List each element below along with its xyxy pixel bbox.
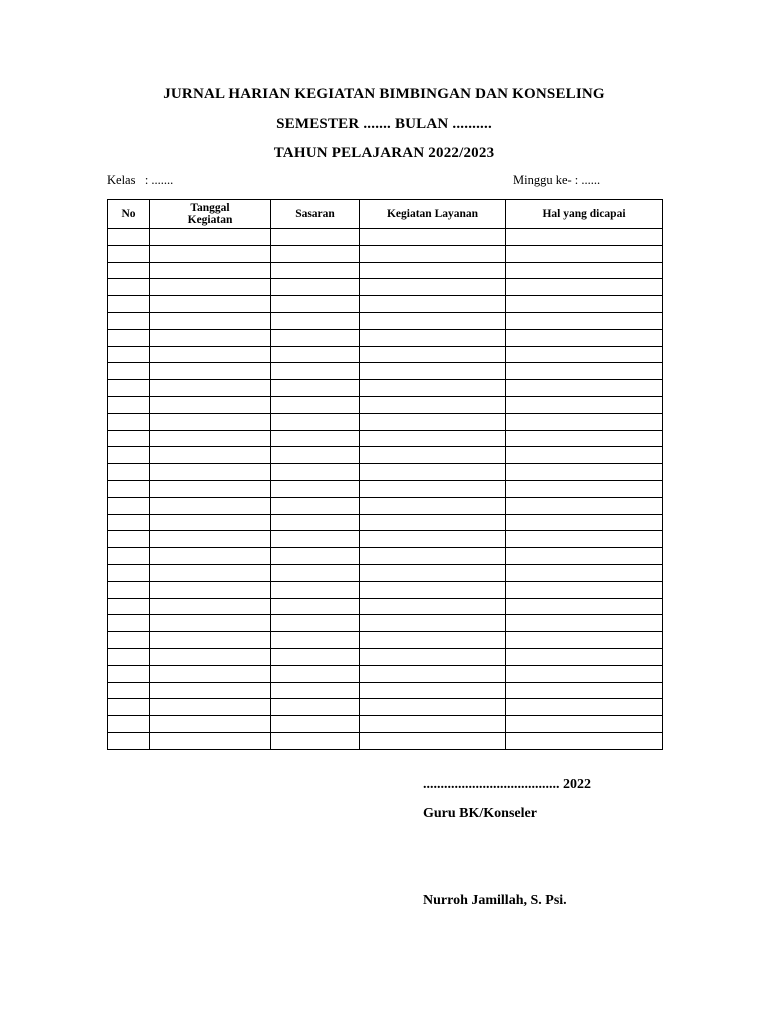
table-cell (108, 396, 150, 413)
table-cell (108, 346, 150, 363)
table-cell (150, 732, 271, 749)
table-cell (360, 464, 506, 481)
table-cell (271, 648, 360, 665)
column-header-no: No (108, 200, 150, 229)
table-cell (108, 430, 150, 447)
table-row (108, 279, 663, 296)
table-cell (108, 564, 150, 581)
table-cell (150, 447, 271, 464)
semester-month-line: SEMESTER ....... BULAN .......... (276, 116, 492, 132)
table-cell (506, 682, 663, 699)
table-cell (506, 296, 663, 313)
table-row (108, 447, 663, 464)
table-cell (360, 564, 506, 581)
table-cell (150, 480, 271, 497)
table-cell (360, 716, 506, 733)
table-cell (150, 531, 271, 548)
table-cell (506, 312, 663, 329)
table-cell (360, 699, 506, 716)
table-cell (108, 262, 150, 279)
table-cell (150, 598, 271, 615)
table-cell (271, 464, 360, 481)
table-cell (108, 514, 150, 531)
table-row (108, 581, 663, 598)
table-cell (360, 312, 506, 329)
table-cell (271, 699, 360, 716)
table-cell (108, 229, 150, 246)
table-cell (360, 480, 506, 497)
table-cell (506, 245, 663, 262)
table-row (108, 497, 663, 514)
table-row (108, 229, 663, 246)
table-cell (506, 430, 663, 447)
table-row (108, 464, 663, 481)
table-cell (108, 464, 150, 481)
signature-date: ....................................... 2022 (423, 777, 591, 792)
table-cell (271, 682, 360, 699)
table-cell (150, 413, 271, 430)
table-cell (108, 363, 150, 380)
table-cell (150, 564, 271, 581)
table-cell (506, 716, 663, 733)
table-cell (271, 413, 360, 430)
table-row (108, 564, 663, 581)
column-header-kegiatan-layanan: Kegiatan Layanan (360, 200, 506, 229)
table-cell (360, 396, 506, 413)
table-cell (506, 732, 663, 749)
table-cell (271, 430, 360, 447)
table-cell (271, 312, 360, 329)
table-cell (506, 648, 663, 665)
table-cell (108, 296, 150, 313)
table-header-row (108, 200, 663, 229)
table-cell (108, 665, 150, 682)
table-cell (108, 598, 150, 615)
table-cell (150, 548, 271, 565)
table-cell (108, 615, 150, 632)
table-cell (150, 581, 271, 598)
table-cell (506, 615, 663, 632)
table-cell (360, 430, 506, 447)
column-header-sasaran: Sasaran (271, 200, 360, 229)
table-cell (360, 413, 506, 430)
table-cell (271, 296, 360, 313)
table-cell (271, 497, 360, 514)
journal-table-body (108, 229, 663, 750)
table-cell (360, 514, 506, 531)
table-cell (360, 497, 506, 514)
table-row (108, 665, 663, 682)
signature-role: Guru BK/Konseler (423, 806, 537, 821)
minggu-field: Minggu ke- : ...... (513, 173, 601, 187)
table-cell (150, 716, 271, 733)
table-row (108, 245, 663, 262)
table-cell (108, 312, 150, 329)
table-cell (271, 598, 360, 615)
table-row (108, 716, 663, 733)
table-cell (271, 531, 360, 548)
table-cell (360, 732, 506, 749)
table-cell (108, 380, 150, 397)
table-cell (108, 531, 150, 548)
table-cell (506, 548, 663, 565)
table-cell (150, 346, 271, 363)
column-header-tanggal-kegiatan-label: Tanggal Kegiatan (187, 202, 233, 226)
table-cell (506, 632, 663, 649)
table-row (108, 413, 663, 430)
table-row (108, 682, 663, 699)
table-cell (506, 497, 663, 514)
table-cell (360, 245, 506, 262)
table-cell (150, 699, 271, 716)
table-cell (360, 329, 506, 346)
academic-year-line: TAHUN PELAJARAN 2022/2023 (273, 145, 495, 161)
table-cell (506, 447, 663, 464)
table-cell (108, 329, 150, 346)
table-cell (108, 279, 150, 296)
table-row (108, 598, 663, 615)
table-row (108, 396, 663, 413)
table-cell (150, 648, 271, 665)
table-row (108, 363, 663, 380)
table-cell (150, 279, 271, 296)
table-row (108, 632, 663, 649)
kelas-field: Kelas : ....... (107, 173, 174, 187)
journal-table (107, 199, 663, 750)
table-cell (506, 531, 663, 548)
table-row (108, 380, 663, 397)
table-cell (150, 363, 271, 380)
table-cell (108, 581, 150, 598)
table-cell (506, 279, 663, 296)
table-row (108, 548, 663, 565)
table-cell (506, 346, 663, 363)
table-cell (506, 514, 663, 531)
table-cell (271, 245, 360, 262)
table-cell (271, 262, 360, 279)
table-cell (271, 329, 360, 346)
table-cell (150, 262, 271, 279)
table-cell (108, 732, 150, 749)
table-cell (150, 665, 271, 682)
table-row (108, 346, 663, 363)
table-cell (271, 548, 360, 565)
table-cell (360, 615, 506, 632)
table-cell (271, 363, 360, 380)
table-cell (150, 312, 271, 329)
table-cell (150, 380, 271, 397)
table-cell (108, 245, 150, 262)
table-cell (108, 548, 150, 565)
table-cell (108, 648, 150, 665)
table-cell (108, 632, 150, 649)
table-cell (150, 615, 271, 632)
table-row (108, 648, 663, 665)
table-cell (271, 615, 360, 632)
table-cell (506, 413, 663, 430)
table-cell (360, 665, 506, 682)
table-cell (360, 229, 506, 246)
table-cell (108, 413, 150, 430)
table-row (108, 615, 663, 632)
table-cell (506, 380, 663, 397)
table-cell (271, 279, 360, 296)
table-cell (271, 564, 360, 581)
table-cell (271, 732, 360, 749)
table-cell (108, 682, 150, 699)
table-cell (108, 447, 150, 464)
table-cell (506, 262, 663, 279)
table-cell (150, 245, 271, 262)
table-row (108, 732, 663, 749)
table-cell (506, 229, 663, 246)
table-cell (150, 514, 271, 531)
table-cell (360, 447, 506, 464)
table-cell (506, 581, 663, 598)
table-cell (108, 699, 150, 716)
table-cell (506, 396, 663, 413)
table-cell (271, 665, 360, 682)
table-cell (271, 346, 360, 363)
table-row (108, 531, 663, 548)
table-cell (360, 531, 506, 548)
table-cell (506, 699, 663, 716)
table-cell (506, 480, 663, 497)
table-cell (150, 396, 271, 413)
table-cell (360, 548, 506, 565)
table-cell (360, 632, 506, 649)
table-cell (150, 329, 271, 346)
table-row (108, 480, 663, 497)
table-cell (108, 716, 150, 733)
table-cell (150, 430, 271, 447)
table-cell (360, 682, 506, 699)
table-cell (360, 279, 506, 296)
table-row (108, 312, 663, 329)
table-cell (360, 598, 506, 615)
table-cell (271, 396, 360, 413)
table-cell (271, 716, 360, 733)
table-cell (360, 262, 506, 279)
table-row (108, 514, 663, 531)
table-cell (506, 363, 663, 380)
table-cell (271, 380, 360, 397)
table-cell (150, 682, 271, 699)
table-cell (271, 632, 360, 649)
table-cell (271, 581, 360, 598)
table-cell (271, 229, 360, 246)
table-cell (271, 480, 360, 497)
table-cell (150, 497, 271, 514)
document-title: JURNAL HARIAN KEGIATAN BIMBINGAN DAN KONSELING (163, 86, 605, 102)
table-cell (360, 581, 506, 598)
table-cell (150, 632, 271, 649)
table-cell (506, 564, 663, 581)
table-cell (360, 363, 506, 380)
table-cell (150, 229, 271, 246)
table-row (108, 329, 663, 346)
table-cell (506, 464, 663, 481)
table-cell (506, 665, 663, 682)
table-row (108, 296, 663, 313)
table-cell (108, 480, 150, 497)
signature-name: Nurroh Jamillah, S. Psi. (423, 893, 567, 908)
table-row (108, 430, 663, 447)
table-cell (506, 598, 663, 615)
table-cell (360, 346, 506, 363)
table-cell (360, 648, 506, 665)
table-row (108, 262, 663, 279)
table-cell (360, 380, 506, 397)
table-cell (108, 497, 150, 514)
table-cell (360, 296, 506, 313)
table-cell (506, 329, 663, 346)
table-row (108, 699, 663, 716)
column-header-hal-yang-dicapai: Hal yang dicapai (506, 200, 663, 229)
table-cell (150, 296, 271, 313)
table-cell (150, 464, 271, 481)
table-cell (271, 514, 360, 531)
table-cell (271, 447, 360, 464)
column-header-tanggal-kegiatan (150, 200, 271, 229)
